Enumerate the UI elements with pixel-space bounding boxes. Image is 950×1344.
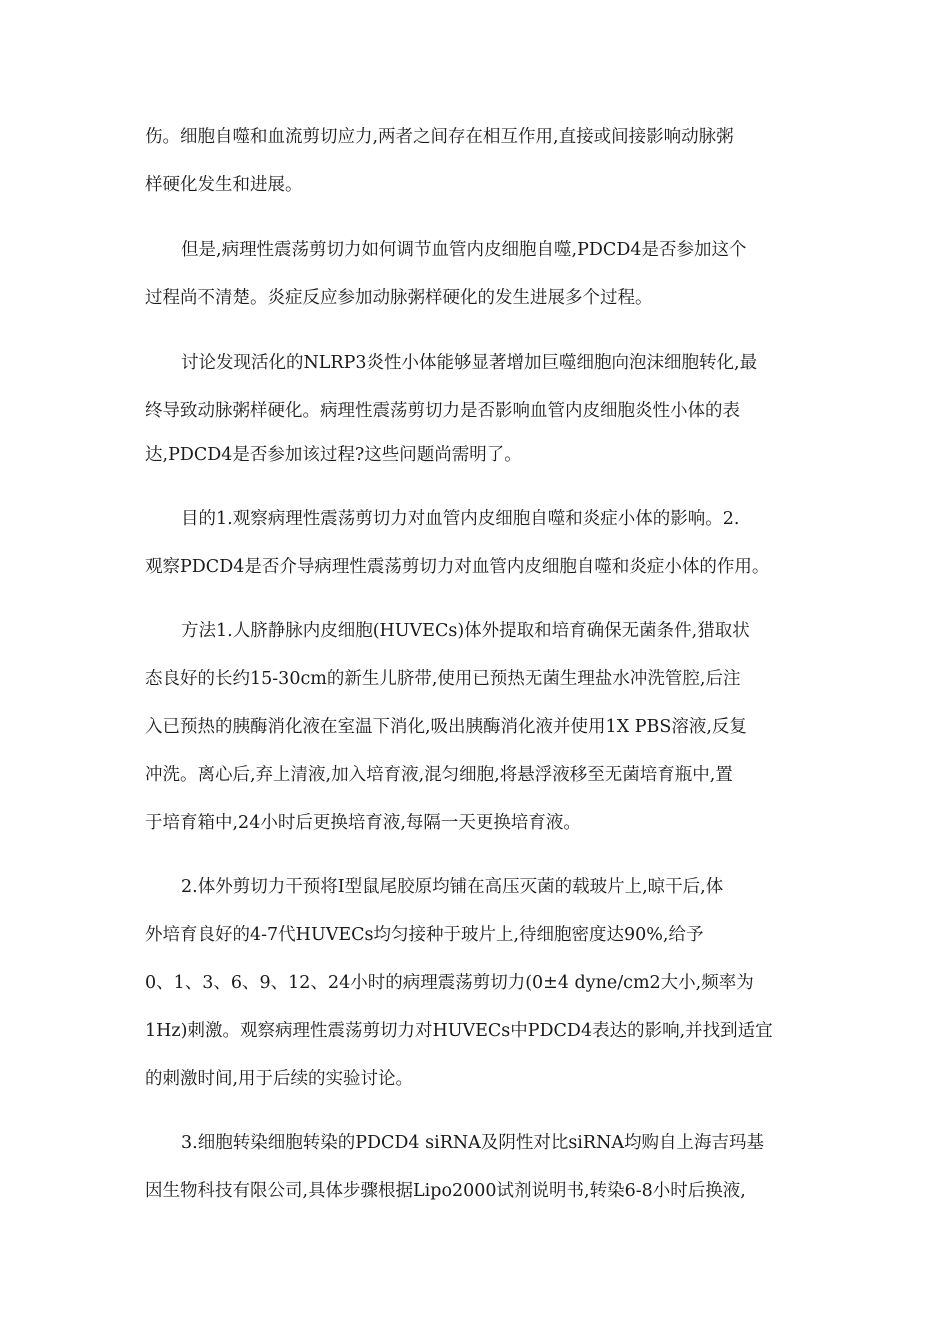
text-line: 因生物科技有限公司,具体步骤根据Lipo2000试剂说明书,转染6-8小时后换液, (145, 1181, 746, 1201)
text-line: 于培育箱中,24小时后更换培育液,每隔一天更换培育液。 (145, 813, 581, 833)
text-line: 1Hz)刺激。观察病理性震荡剪切力对HUVECs中PDCD4表达的影响,并找到适宜 (145, 1021, 773, 1041)
text-line: 2.体外剪切力干预将I型鼠尾胶原均铺在高压灭菌的载玻片上,晾干后,体 (181, 877, 724, 897)
text-line: 目的1.观察病理性震荡剪切力对血管内皮细胞自噬和炎症小体的影响。2. (181, 509, 740, 529)
text-line: 观察PDCD4是否介导病理性震荡剪切力对血管内皮细胞自噬和炎症小体的作用。 (145, 557, 770, 577)
text-line: 的刺激时间,用于后续的实验讨论。 (145, 1069, 414, 1089)
text-line: 样硬化发生和进展。 (145, 175, 303, 195)
text-line: 0、1、3、6、9、12、24小时的病理震荡剪切力(0±4 dyne/cm2大小,频率为 (145, 973, 754, 993)
text-line: 冲洗。离心后,弃上清液,加入培育液,混匀细胞,将悬浮液移至无菌培育瓶中,置 (145, 765, 733, 785)
text-line: 态良好的长约15-30cm的新生儿脐带,使用已预热无菌生理盐水冲洗管腔,后注 (145, 669, 741, 689)
text-line: 3.细胞转染细胞转染的PDCD4 siRNA及阴性对比siRNA均购自上海吉玛基 (181, 1133, 765, 1153)
text-line: 讨论发现活化的NLRP3炎性小体能够显著增加巨噬细胞向泡沫细胞转化,最 (181, 353, 758, 373)
text-line: 伤。细胞自噬和血流剪切应力,两者之间存在相互作用,直接或间接影响动脉粥 (145, 127, 734, 147)
text-line: 外培育良好的4-7代HUVECs均匀接种于玻片上,待细胞密度达90%,给予 (145, 925, 704, 945)
text-line: 终导致动脉粥样硬化。病理性震荡剪切力是否影响血管内皮细胞炎性小体的表 (145, 401, 740, 421)
text-line: 达,PDCD4是否参加该过程?这些问题尚需明了。 (145, 445, 522, 465)
text-line: 但是,病理性震荡剪切力如何调节血管内皮细胞自噬,PDCD4是否参加这个 (181, 240, 747, 260)
text-line: 方法1.人脐静脉内皮细胞(HUVECs)体外提取和培育确保无菌条件,猎取状 (181, 621, 750, 641)
text-line: 入已预热的胰酶消化液在室温下消化,吸出胰酶消化液并使用1X PBS溶液,反复 (145, 717, 747, 737)
text-line: 过程尚不清楚。炎症反应参加动脉粥样硬化的发生进展多个过程。 (145, 288, 653, 308)
